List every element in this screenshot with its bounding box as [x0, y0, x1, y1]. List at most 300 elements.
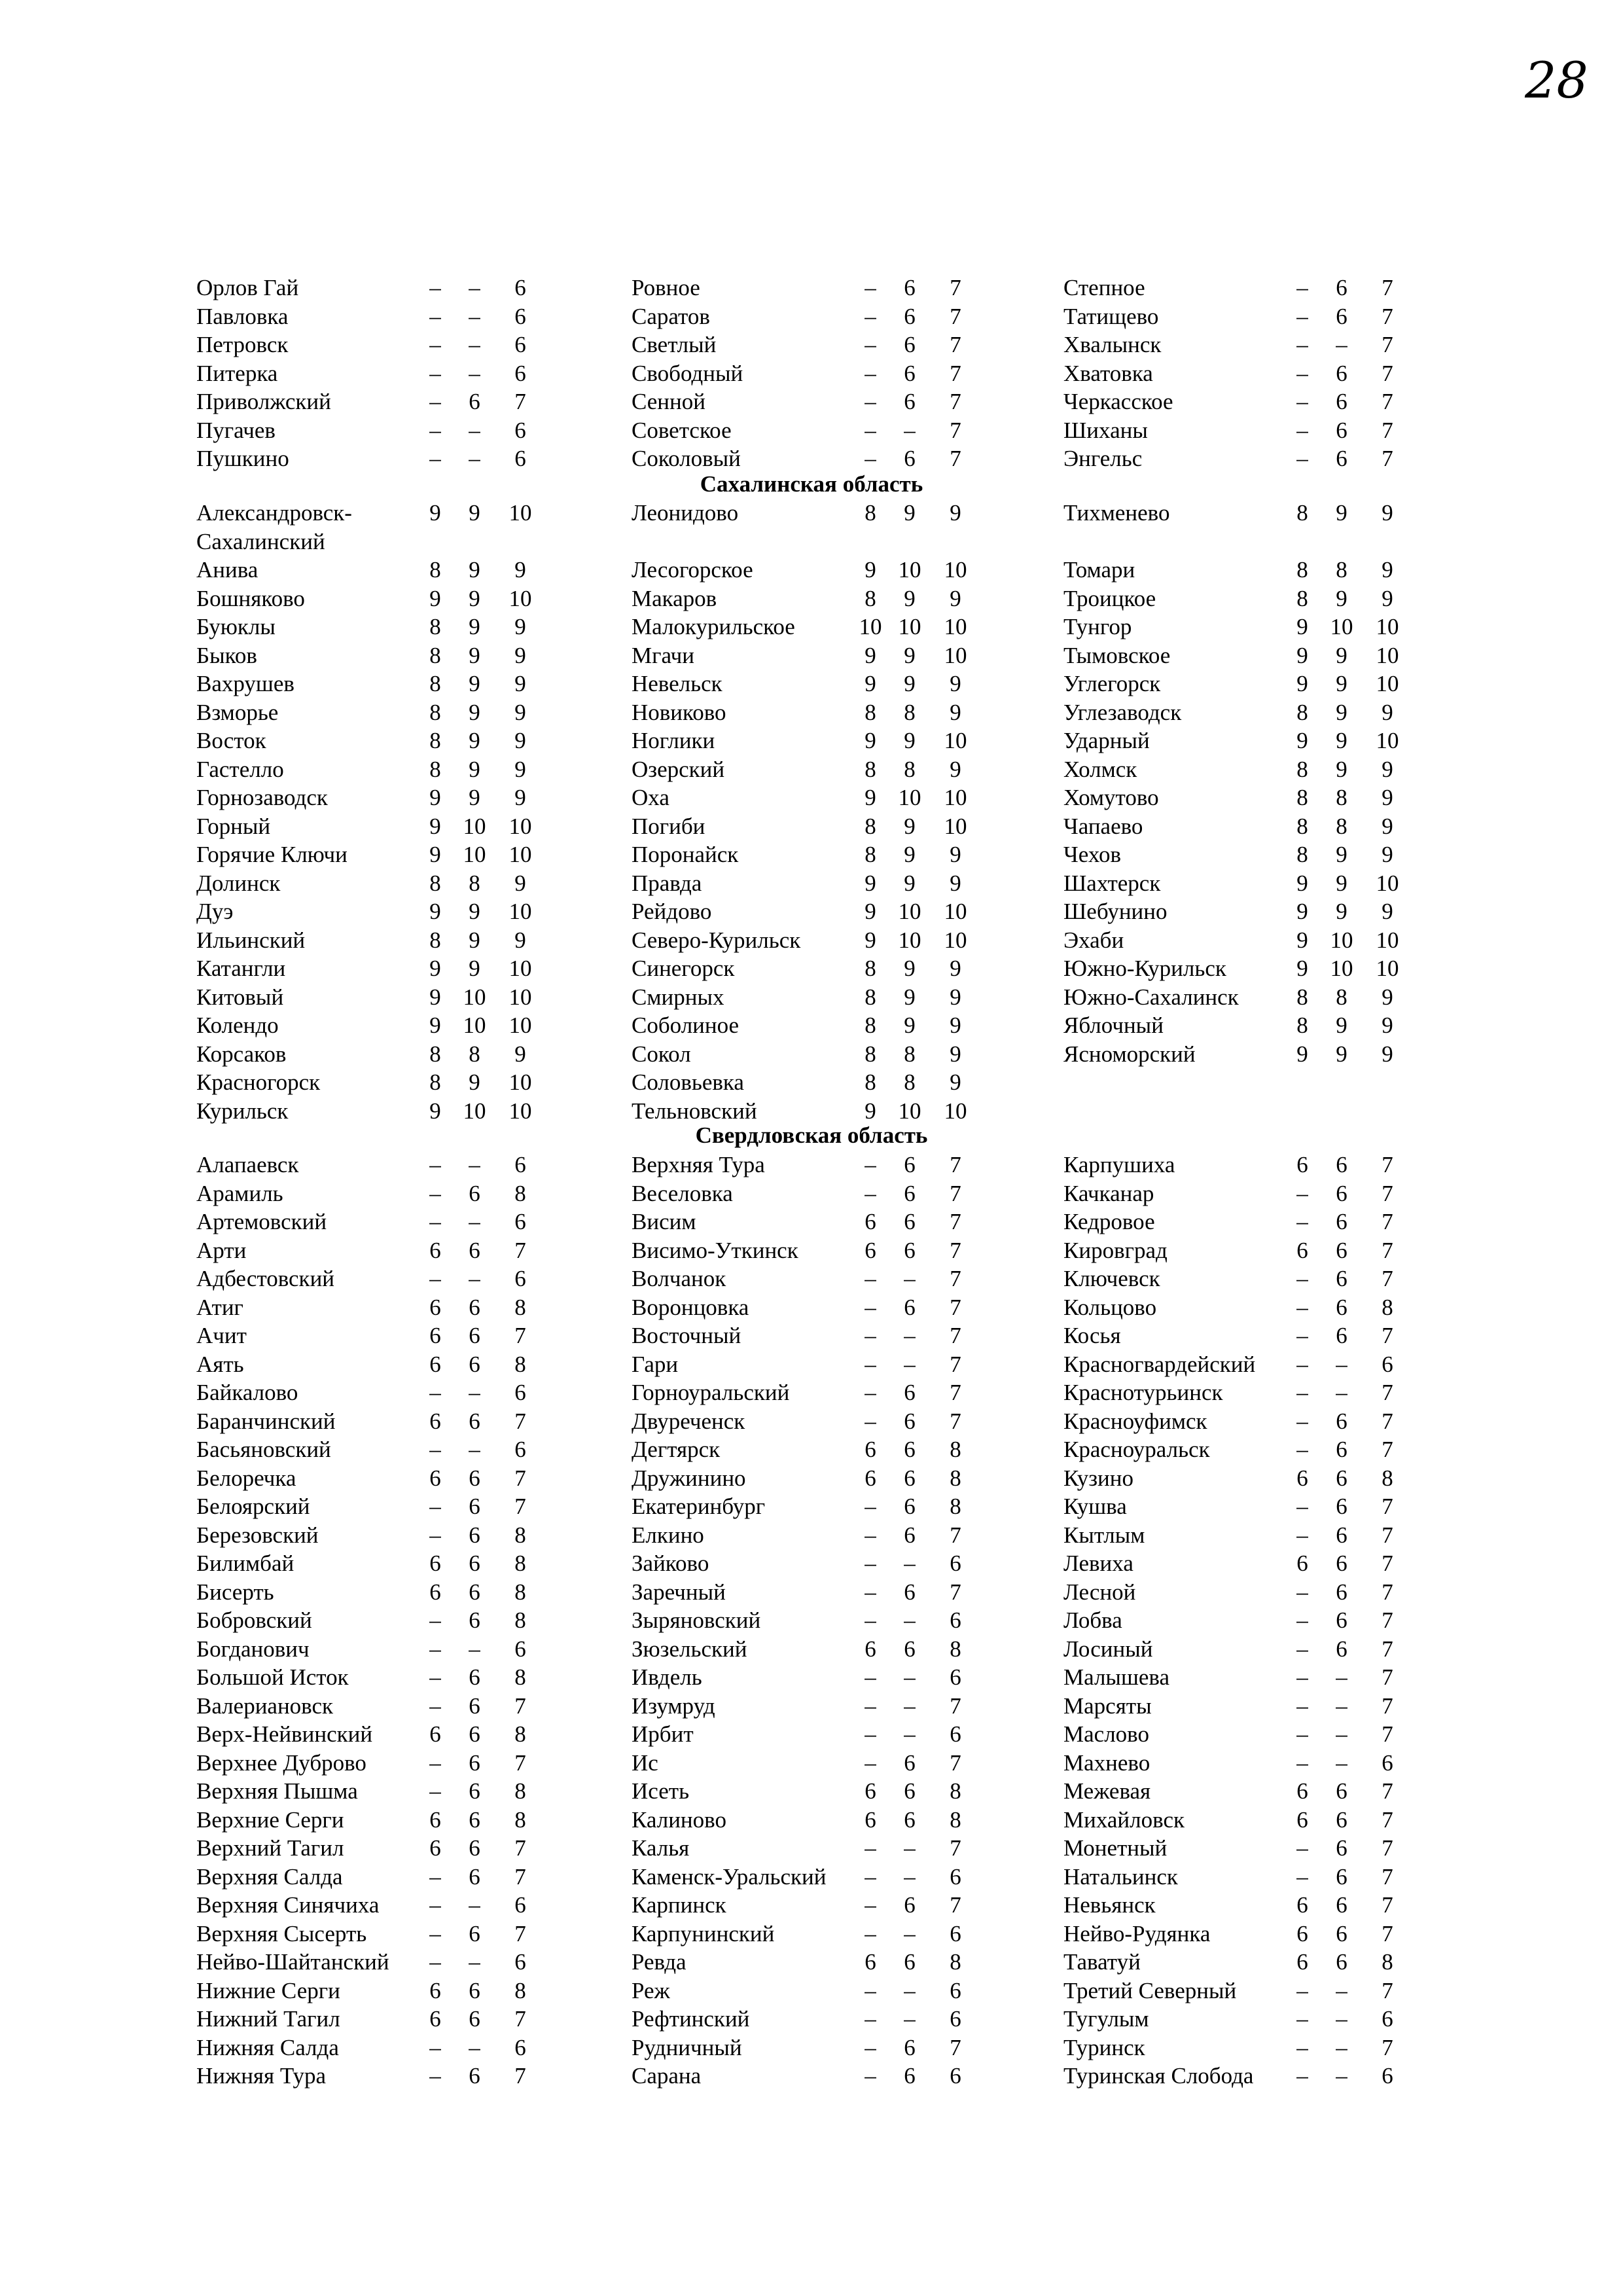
- table-row: [632, 1663, 1024, 1692]
- value-cell: –: [429, 332, 441, 357]
- value-cell: 6: [904, 1380, 916, 1405]
- locality-name: Межевая: [1063, 1778, 1151, 1804]
- value-cell: 9: [514, 557, 526, 583]
- value-cell: 7: [514, 1237, 526, 1263]
- value-cell: –: [904, 417, 916, 443]
- column-1: [196, 274, 589, 473]
- value-cell: 7: [1382, 1152, 1393, 1177]
- value-cell: 9: [950, 756, 961, 782]
- locality-name: Воронцовка: [632, 1294, 749, 1320]
- locality-name: Ильинский: [196, 927, 306, 953]
- table-row: [1063, 1435, 1456, 1464]
- value-cell: 9: [904, 870, 916, 896]
- value-cell: 8: [429, 728, 441, 753]
- locality-name: Верх-Нейвинский: [196, 1721, 373, 1747]
- table-row: [1063, 641, 1456, 670]
- value-cell: 6: [904, 389, 916, 414]
- saratov-section: [196, 274, 1427, 476]
- table-row: [1063, 1806, 1456, 1835]
- locality-name: Большой Исток: [196, 1664, 349, 1690]
- value-cell: 6: [429, 1806, 441, 1833]
- value-cell: –: [1296, 2006, 1308, 2032]
- value-cell: 6: [1336, 303, 1347, 329]
- value-cell: 6: [469, 1749, 480, 1776]
- value-cell: 6: [429, 1579, 441, 1605]
- value-cell: –: [865, 1380, 876, 1405]
- table-row: [632, 1068, 1024, 1097]
- value-cell: 6: [950, 1977, 961, 2003]
- locality-name: Верхние Серги: [196, 1806, 344, 1833]
- value-cell: 8: [1296, 699, 1308, 725]
- value-cell: 10: [508, 1013, 532, 1038]
- value-cell: 8: [865, 1069, 876, 1095]
- value-cell: 6: [1336, 1237, 1347, 1263]
- column-2: [632, 499, 1024, 1125]
- value-cell: –: [1336, 1721, 1347, 1747]
- table-row: [1063, 416, 1456, 445]
- locality-name: Ноглики: [632, 728, 715, 753]
- value-cell: 9: [1382, 500, 1393, 526]
- table-row: [1063, 1492, 1456, 1521]
- locality-name: Бошняково: [196, 585, 305, 611]
- value-cell: –: [865, 2006, 876, 2032]
- value-cell: 10: [1376, 956, 1399, 981]
- locality-name: Шебунино: [1063, 899, 1168, 924]
- value-cell: –: [469, 1209, 480, 1234]
- region-title-sakhalin: Сахалинская область: [700, 471, 923, 497]
- table-row: [632, 1521, 1024, 1550]
- table-row: [1063, 1777, 1456, 1806]
- table-row: [196, 556, 589, 584]
- table-row: [632, 726, 1024, 755]
- locality-name: Оха: [632, 785, 669, 810]
- value-cell: 7: [950, 1209, 961, 1234]
- locality-name: Туринск: [1063, 2034, 1145, 2060]
- locality-name: Кытлым: [1063, 1522, 1145, 1548]
- value-cell: 8: [1336, 785, 1347, 810]
- value-cell: 9: [1296, 899, 1308, 924]
- table-row: [196, 1863, 589, 1892]
- value-cell: 8: [514, 1180, 526, 1206]
- locality-name: Калья: [632, 1835, 690, 1861]
- value-cell: 6: [904, 2063, 916, 2089]
- value-cell: 8: [1296, 500, 1308, 526]
- table-row: [632, 416, 1024, 445]
- value-cell: 8: [514, 1522, 526, 1548]
- value-cell: 9: [1336, 756, 1347, 782]
- table-row: [196, 1040, 589, 1069]
- value-cell: –: [865, 1180, 876, 1206]
- value-cell: 6: [865, 1778, 876, 1804]
- value-cell: 8: [514, 1551, 526, 1576]
- value-cell: 6: [904, 332, 916, 357]
- value-cell: 6: [1296, 1920, 1308, 1946]
- value-cell: 6: [1296, 1465, 1308, 1491]
- value-cell: 9: [1382, 699, 1393, 725]
- table-row: [632, 1464, 1024, 1493]
- value-cell: 6: [1336, 1152, 1347, 1177]
- value-cell: 6: [469, 1977, 480, 2003]
- value-cell: 9: [904, 984, 916, 1010]
- table-row: [632, 331, 1024, 359]
- value-cell: 6: [865, 1465, 876, 1491]
- value-cell: 9: [1382, 1041, 1393, 1067]
- value-cell: 9: [429, 1013, 441, 1038]
- value-cell: 6: [1336, 1607, 1347, 1633]
- value-cell: 10: [463, 842, 486, 867]
- table-row: [196, 812, 589, 841]
- table-row: [632, 755, 1024, 784]
- value-cell: 7: [514, 1465, 526, 1491]
- value-cell: –: [1296, 303, 1308, 329]
- value-cell: 7: [1382, 1180, 1393, 1206]
- value-cell: –: [1296, 1664, 1308, 1690]
- value-cell: 7: [1382, 1806, 1393, 1833]
- value-cell: 8: [429, 756, 441, 782]
- locality-name: Березовский: [196, 1522, 319, 1548]
- locality-name: Корсаков: [196, 1041, 287, 1067]
- locality-name: Томари: [1063, 557, 1135, 583]
- value-cell: 8: [429, 557, 441, 583]
- table-row: [1063, 1179, 1456, 1208]
- value-cell: –: [1296, 1323, 1308, 1348]
- locality-name: Верхняя Пышма: [196, 1778, 358, 1804]
- value-cell: 6: [469, 1351, 480, 1377]
- locality-name: Байкалово: [196, 1380, 298, 1405]
- locality-name: Косья: [1063, 1323, 1121, 1348]
- value-cell: 9: [1296, 671, 1308, 696]
- value-cell: 9: [469, 500, 480, 526]
- table-row: [196, 1749, 589, 1778]
- value-cell: –: [1336, 1380, 1347, 1405]
- value-cell: 10: [508, 984, 532, 1010]
- value-cell: 9: [904, 956, 916, 981]
- table-row: [196, 584, 589, 613]
- table-row: [632, 584, 1024, 613]
- locality-name: Быков: [196, 642, 257, 668]
- value-cell: 9: [469, 1069, 480, 1095]
- value-cell: 6: [429, 1408, 441, 1434]
- table-row: [632, 1977, 1024, 2005]
- locality-name: Ровное: [632, 275, 700, 300]
- locality-name: Дуэ: [196, 899, 234, 924]
- value-cell: 6: [904, 1636, 916, 1662]
- value-cell: –: [1296, 1209, 1308, 1234]
- table-row: [1063, 1464, 1456, 1493]
- value-cell: 6: [1336, 1579, 1347, 1605]
- value-cell: 8: [1296, 785, 1308, 810]
- value-cell: 8: [865, 842, 876, 867]
- value-cell: –: [469, 1437, 480, 1462]
- value-cell: 9: [469, 728, 480, 753]
- table-row: [1063, 1549, 1456, 1578]
- value-cell: 7: [514, 1408, 526, 1434]
- value-cell: 10: [944, 899, 967, 924]
- value-cell: –: [429, 1152, 441, 1177]
- value-cell: 9: [1336, 842, 1347, 867]
- value-cell: 9: [950, 1013, 961, 1038]
- value-cell: 7: [1382, 1494, 1393, 1519]
- value-cell: 6: [469, 1778, 480, 1804]
- value-cell: –: [429, 1664, 441, 1690]
- locality-name: Пугачев: [196, 417, 276, 443]
- table-row: [1063, 726, 1456, 755]
- locality-name: Нижний Тагил: [196, 2006, 340, 2032]
- table-row: [1063, 387, 1456, 416]
- table-row: [196, 387, 589, 416]
- locality-name: Питерка: [196, 360, 278, 386]
- locality-name: Елкино: [632, 1522, 704, 1548]
- locality-name: Белоярский: [196, 1494, 310, 1519]
- value-cell: –: [865, 1294, 876, 1320]
- value-cell: 10: [463, 984, 486, 1010]
- table-row: [632, 2062, 1024, 2090]
- value-cell: 6: [865, 1806, 876, 1833]
- table-row: [196, 359, 589, 388]
- value-cell: 9: [1382, 585, 1393, 611]
- locality-name: Шахтерск: [1063, 870, 1161, 896]
- value-cell: 7: [950, 1522, 961, 1548]
- value-cell: –: [429, 417, 441, 443]
- value-cell: 7: [950, 1152, 961, 1177]
- locality-name: Свободный: [632, 360, 743, 386]
- value-cell: –: [865, 1920, 876, 1946]
- value-cell: 8: [950, 1949, 961, 1975]
- table-row: [196, 1435, 589, 1464]
- value-cell: 8: [429, 1069, 441, 1095]
- value-cell: 6: [514, 2034, 526, 2060]
- value-cell: 9: [904, 500, 916, 526]
- value-cell: 9: [514, 870, 526, 896]
- value-cell: 7: [1382, 1408, 1393, 1434]
- value-cell: –: [1296, 332, 1308, 357]
- value-cell: –: [1296, 1408, 1308, 1434]
- value-cell: 6: [1296, 1237, 1308, 1263]
- table-row: [1063, 1350, 1456, 1379]
- value-cell: 9: [429, 785, 441, 810]
- value-cell: 9: [950, 870, 961, 896]
- value-cell: 6: [429, 1465, 441, 1491]
- locality-name: Нижняя Тура: [196, 2063, 327, 2089]
- value-cell: 7: [1382, 1380, 1393, 1405]
- value-cell: 9: [904, 671, 916, 696]
- value-cell: 6: [1336, 1209, 1347, 1234]
- value-cell: 9: [514, 785, 526, 810]
- value-cell: 8: [865, 1041, 876, 1067]
- value-cell: 7: [1382, 1551, 1393, 1576]
- value-cell: 6: [514, 332, 526, 357]
- value-cell: 9: [469, 557, 480, 583]
- value-cell: 6: [469, 1408, 480, 1434]
- value-cell: –: [1296, 1437, 1308, 1462]
- value-cell: 10: [508, 956, 532, 981]
- table-row: [632, 1407, 1024, 1436]
- value-cell: 9: [904, 728, 916, 753]
- value-cell: –: [429, 1607, 441, 1633]
- sverdlovsk-section: [196, 1151, 1427, 2100]
- value-cell: 7: [950, 1237, 961, 1263]
- table-row: [632, 1578, 1024, 1607]
- table-row: [1063, 613, 1456, 641]
- locality-name: Аять: [196, 1351, 244, 1377]
- column-1: [196, 1151, 589, 2090]
- value-cell: –: [469, 2034, 480, 2060]
- value-cell: 8: [1296, 756, 1308, 782]
- value-cell: 6: [469, 1180, 480, 1206]
- table-row: [196, 1948, 589, 1977]
- value-cell: –: [865, 1863, 876, 1890]
- locality-name: Верхняя Салда: [196, 1863, 343, 1890]
- table-row: [632, 1749, 1024, 1778]
- value-cell: 8: [514, 1607, 526, 1633]
- value-cell: –: [865, 1892, 876, 1918]
- table-row: [1063, 1040, 1456, 1069]
- value-cell: 6: [469, 389, 480, 414]
- locality-name: Восточный: [632, 1323, 741, 1348]
- value-cell: –: [865, 1664, 876, 1690]
- value-cell: 6: [1382, 1749, 1393, 1776]
- value-cell: 6: [1296, 1778, 1308, 1804]
- value-cell: 10: [463, 1098, 486, 1124]
- value-cell: –: [429, 389, 441, 414]
- value-cell: 6: [514, 1437, 526, 1462]
- value-cell: 10: [1376, 728, 1399, 753]
- value-cell: 9: [1296, 870, 1308, 896]
- locality-name: Ивдель: [632, 1664, 702, 1690]
- value-cell: 8: [469, 870, 480, 896]
- value-cell: –: [865, 389, 876, 414]
- table-row: [196, 954, 589, 983]
- value-cell: 9: [865, 927, 876, 953]
- value-cell: 6: [469, 1920, 480, 1946]
- value-cell: –: [904, 1863, 916, 1890]
- value-cell: –: [865, 1522, 876, 1548]
- table-row: [632, 1321, 1024, 1350]
- value-cell: –: [865, 1721, 876, 1747]
- table-row: [1063, 359, 1456, 388]
- value-cell: –: [429, 360, 441, 386]
- locality-name: Марсяты: [1063, 1693, 1152, 1719]
- table-row: [1063, 954, 1456, 983]
- table-row: [632, 1549, 1024, 1578]
- locality-name: Арамиль: [196, 1180, 283, 1206]
- locality-name: Сенной: [632, 389, 705, 414]
- value-cell: 10: [898, 614, 921, 639]
- value-cell: –: [429, 1522, 441, 1548]
- value-cell: –: [1296, 2034, 1308, 2060]
- locality-name: Ис: [632, 1749, 658, 1776]
- table-row: [1063, 1720, 1456, 1749]
- value-cell: 6: [1336, 417, 1347, 443]
- locality-name: Тельновский: [632, 1098, 757, 1124]
- value-cell: 9: [904, 1013, 916, 1038]
- value-cell: 6: [904, 1180, 916, 1206]
- table-row: [632, 1293, 1024, 1322]
- value-cell: 6: [904, 1294, 916, 1320]
- value-cell: 6: [1336, 1494, 1347, 1519]
- locality-name: Адбестовский: [196, 1266, 335, 1291]
- value-cell: 6: [514, 1636, 526, 1662]
- value-cell: 10: [508, 813, 532, 839]
- value-cell: –: [429, 1920, 441, 1946]
- table-row: [1063, 1749, 1456, 1778]
- column-3: [1063, 1151, 1456, 2090]
- table-row: [632, 1435, 1024, 1464]
- value-cell: 6: [950, 2063, 961, 2089]
- locality-name: Исеть: [632, 1778, 690, 1804]
- locality-name: Южно-Курильск: [1063, 956, 1226, 981]
- value-cell: –: [1296, 446, 1308, 471]
- value-cell: –: [469, 1949, 480, 1975]
- table-row: [196, 1720, 589, 1749]
- table-row: [632, 387, 1024, 416]
- table-row: [1063, 1265, 1456, 1293]
- value-cell: 10: [944, 927, 967, 953]
- value-cell: 7: [1382, 1636, 1393, 1662]
- column-1: [196, 499, 589, 1125]
- locality-name: Восток: [196, 728, 266, 753]
- table-row: [196, 641, 589, 670]
- table-row: [1063, 1692, 1456, 1721]
- locality-name: Маслово: [1063, 1721, 1149, 1747]
- value-cell: 6: [429, 2006, 441, 2032]
- value-cell: –: [469, 1636, 480, 1662]
- locality-name: Степное: [1063, 275, 1145, 300]
- value-cell: 6: [1382, 1351, 1393, 1377]
- locality-name: Северо-Курильск: [632, 927, 801, 953]
- value-cell: 8: [950, 1437, 961, 1462]
- value-cell: 6: [514, 1949, 526, 1975]
- value-cell: 6: [1336, 1266, 1347, 1291]
- value-cell: 10: [944, 785, 967, 810]
- value-cell: 7: [1382, 1693, 1393, 1719]
- value-cell: –: [865, 1579, 876, 1605]
- table-row: [1063, 1606, 1456, 1635]
- locality-name: Валериановск: [196, 1693, 334, 1719]
- value-cell: 7: [514, 1920, 526, 1946]
- table-row: [1063, 1948, 1456, 1977]
- value-cell: 6: [469, 1664, 480, 1690]
- value-cell: –: [1336, 1749, 1347, 1776]
- table-row: [196, 755, 589, 784]
- value-cell: 6: [469, 1237, 480, 1263]
- table-row: [632, 1720, 1024, 1749]
- table-row: [196, 869, 589, 898]
- value-cell: 7: [1382, 1892, 1393, 1918]
- value-cell: –: [904, 1266, 916, 1291]
- value-cell: –: [429, 1693, 441, 1719]
- value-cell: 6: [469, 1806, 480, 1833]
- table-row: [632, 1948, 1024, 1977]
- value-cell: 6: [514, 1152, 526, 1177]
- locality-name: Ревда: [632, 1949, 687, 1975]
- value-cell: 10: [1376, 642, 1399, 668]
- value-cell: 10: [463, 1013, 486, 1038]
- value-cell: 8: [904, 756, 916, 782]
- value-cell: –: [904, 1551, 916, 1576]
- value-cell: 8: [1296, 557, 1308, 583]
- value-cell: 9: [469, 899, 480, 924]
- value-cell: 6: [904, 1408, 916, 1434]
- table-row: [632, 444, 1024, 473]
- value-cell: –: [429, 303, 441, 329]
- value-cell: 6: [1336, 1835, 1347, 1861]
- value-cell: 9: [1382, 785, 1393, 810]
- value-cell: 10: [944, 614, 967, 639]
- value-cell: 6: [1336, 1465, 1347, 1491]
- value-cell: 6: [904, 1892, 916, 1918]
- value-cell: 8: [865, 500, 876, 526]
